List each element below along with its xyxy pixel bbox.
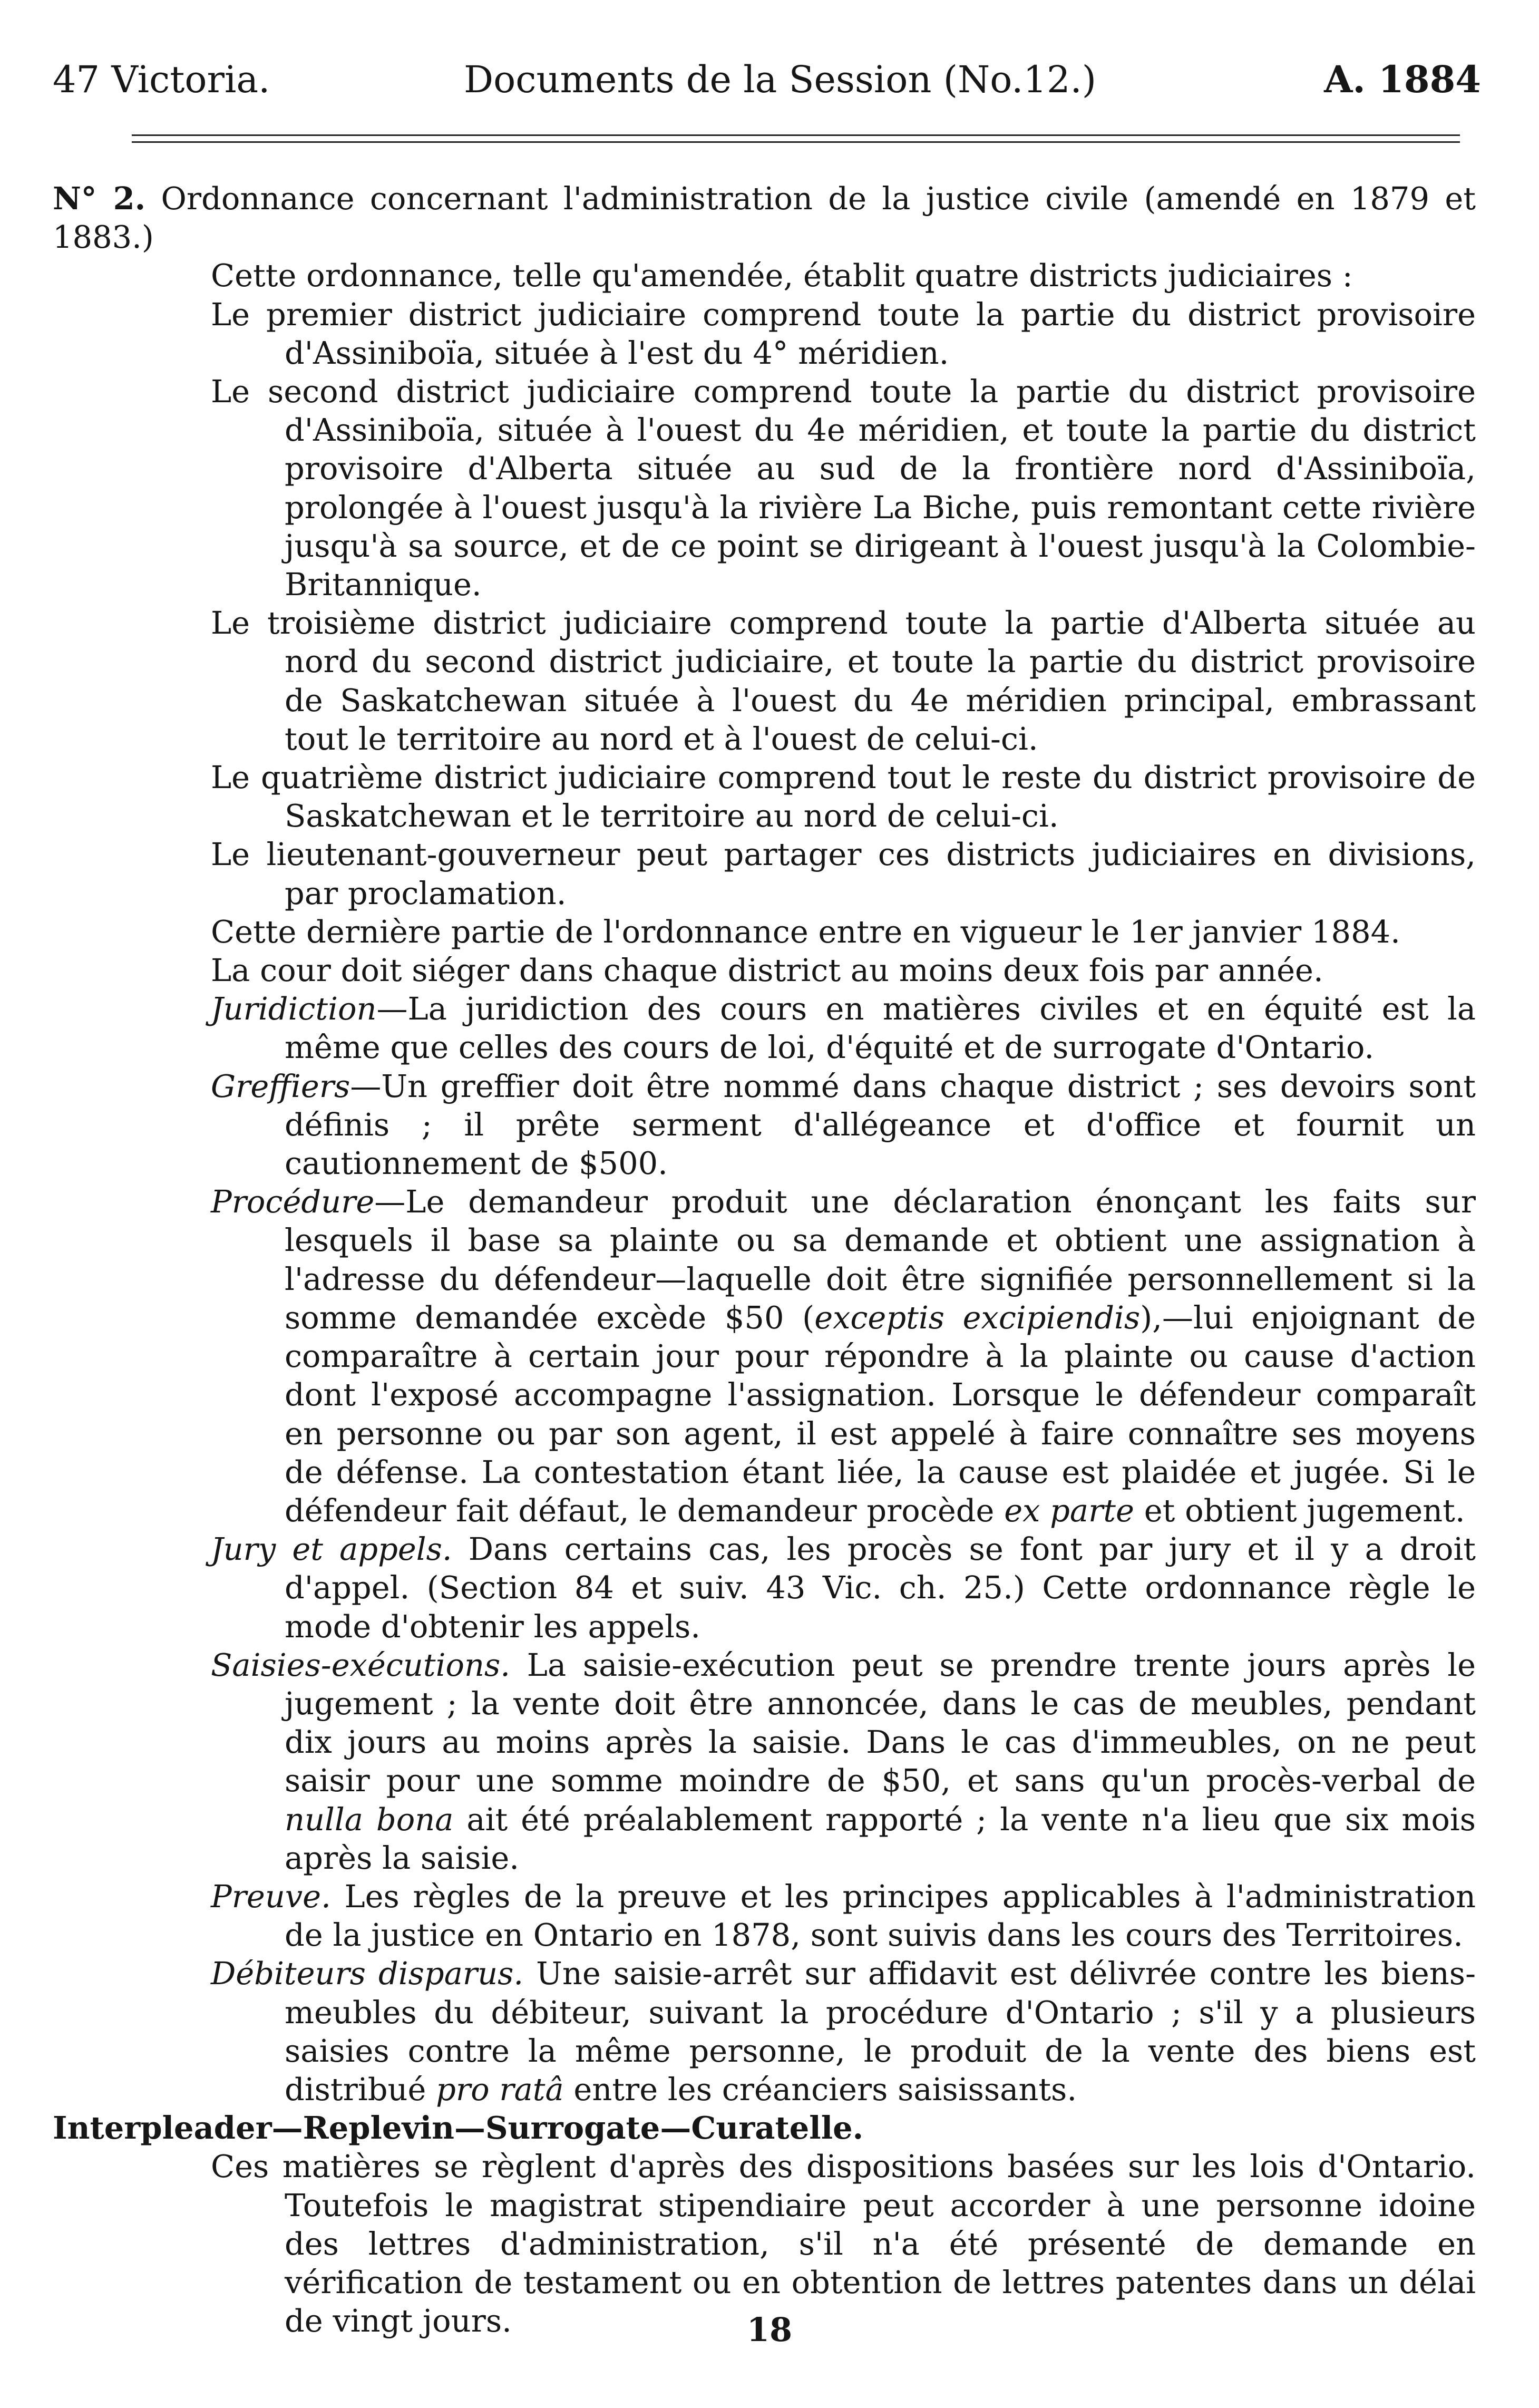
- lieutenant-paragraph: Le lieutenant-gouverneur peut partager ces districts judiciaires en divisions, par proclamation.: [211, 836, 1476, 911]
- greffiers-text: —Un greffier doit être nommé dans chaque district ; ses devoirs sont définis ; il prête serment d'allégeance et d'office et fournit un cautionnement de $500.: [285, 1067, 1476, 1182]
- district-3-paragraph: Le troisième district judiciaire comprend toute la partie d'Alberta située au nord du second district judiciaire, et toute la partie du district provisoire de Saskatchewan située à l'ouest du 4e méridien principal, embrassant tout le territoire au nord et à l'ouest de celui-ci.: [211, 605, 1476, 757]
- juridiction-label: Juridiction: [211, 991, 377, 1027]
- debiteurs-text-a: Une saisie-arrêt sur affidavit est délivrée contre les biens-meubles du débiteur, suivant la procédure d'Ontario ; s'il y a plusieurs saisies contre la même personne, le produit de la vente des biens est distribué: [285, 1955, 1476, 2108]
- document-body: [53, 179, 1476, 2340]
- procedure-text-a: —Le demandeur produit une déclaration énonçant les faits sur lesquels il base sa plainte ou sa demande et obtient une assignation à l'adresse du défendeur—laquelle doit être signifiée personnellement si la somme demandée excède $50 (: [285, 1183, 1476, 1336]
- preuve-label: Preuve.: [211, 1878, 331, 1915]
- procedure-text-c: et obtient jugement.: [1134, 1492, 1465, 1529]
- cour-paragraph: La cour doit siéger dans chaque district au moins deux fois par année.: [211, 952, 1323, 989]
- ordinance-number: N° 2.: [53, 180, 146, 217]
- header-rule-top: [132, 134, 1460, 136]
- ordinance-title: [53, 179, 1476, 256]
- interpleader-paragraph: Ces matières se règlent d'après des dispositions basées sur les lois d'Ontario. Toutefois le magistrat stipendiaire peut accorder à une personne idoine des lettres d'administration, s'il n'a été présenté de demande en vérification de testament ou en obtention de lettres patentes dans un délai de vingt jours.: [211, 2148, 1476, 2339]
- juridiction-text: —La juridiction des cours en matières civiles et en équité est la même que celles des cours de loi, d'équité et de surrogate d'Ontario.: [285, 991, 1476, 1066]
- jury-paragraph: [53, 1530, 1476, 1646]
- header-year: A. 1884: [1324, 57, 1481, 101]
- district-4-paragraph: Le quatrième district judiciaire comprend tout le reste du district provisoire de Saskatchewan et le territoire au nord de celui-ci.: [211, 759, 1476, 834]
- ordinance-title-text: Ordonnance concernant l'administration de la justice civile (amendé en 1879 et 1883.): [53, 180, 1476, 256]
- header-rule-bottom: [132, 141, 1460, 143]
- saisies-label: Saisies-exécutions.: [211, 1646, 511, 1683]
- vigueur-paragraph: Cette dernière partie de l'ordonnance entre en vigueur le 1er janvier 1884.: [211, 913, 1400, 950]
- procedure-paragraph: [53, 1182, 1476, 1530]
- debiteurs-text-b: entre les créanciers saisissants.: [563, 2071, 1077, 2108]
- preuve-paragraph: [53, 1877, 1476, 1954]
- procedure-text-b: ),—lui enjoignant de comparaître à certain jour pour répondre à la plainte ou cause d'action dont l'exposé accompagne l'assignation. Lorsque le défendeur comparaît en personne ou par son agent, il est appelé à faire connaître ses moyens de défense. La contestation étant liée, la cause est plaidée et jugée. Si le défendeur fait défaut, le demandeur procède: [285, 1299, 1476, 1529]
- jury-text: Dans certains cas, les procès se font par jury et il y a droit d'appel. (Section 84 et suiv. 43 Vic. ch. 25.) Cette ordonnance règle le mode d'obtenir les appels.: [285, 1531, 1476, 1645]
- procedure-label: Procédure: [211, 1183, 375, 1220]
- jury-label: Jury et appels.: [211, 1531, 452, 1568]
- greffiers-paragraph: [53, 1067, 1476, 1183]
- preuve-text: Les règles de la preuve et les principes applicables à l'administration de la justice en Ontario en 1878, sont suivis dans les cours des Territoires.: [285, 1878, 1476, 1954]
- district-2-paragraph: Le second district judiciaire comprend toute la partie du district provisoire d'Assiniboïa, située à l'ouest du 4e méridien, et toute la partie du district provisoire d'Alberta située au sud de la frontière nord d'Assiniboïa, prolongée à l'ouest jusqu'à la rivière La Biche, puis remontant cette rivière jusqu'à sa source, et de ce point se dirigeant à l'ouest jusqu'à la Colombie-Britannique.: [211, 373, 1476, 603]
- running-header: [53, 51, 1481, 109]
- district-1-paragraph: Le premier district judiciaire comprend toute la partie du district provisoire d'Assiniboïa, située à l'est du 4° méridien.: [211, 296, 1476, 371]
- page-number: 18: [746, 2310, 793, 2349]
- procedure-italic-b: ex parte: [1004, 1492, 1134, 1529]
- saisies-paragraph: [53, 1646, 1476, 1877]
- saisies-italic: nulla bona: [285, 1801, 454, 1838]
- saisies-text-b: ait été préalablement rapporté ; la vente n'a lieu que six mois après la saisie.: [285, 1801, 1476, 1876]
- greffiers-label: Greffiers: [211, 1067, 350, 1104]
- procedure-italic-a: exceptis excipiendis: [814, 1299, 1141, 1336]
- intro-paragraph: Cette ordonnance, telle qu'amendée, établit quatre districts judiciaires :: [211, 257, 1353, 294]
- header-volume: 47 Victoria.: [53, 58, 270, 101]
- debiteurs-italic: pro ratâ: [436, 2071, 564, 2108]
- juridiction-paragraph: [53, 989, 1476, 1066]
- debiteurs-paragraph: [53, 1954, 1476, 2109]
- debiteurs-label: Débiteurs disparus.: [211, 1955, 524, 1992]
- saisies-text-a: La saisie-exécution peut se prendre trente jours après le jugement ; la vente doit être annoncée, dans le cas de meubles, pendant dix jours au moins après la saisie. Dans le cas d'immeubles, on ne peut saisir pour une somme moindre de $50, et sans qu'un procès-verbal de: [285, 1646, 1476, 1799]
- interpleader-heading: Interpleader—Replevin—Surrogate—Curatelle.: [53, 2110, 864, 2147]
- header-title: Documents de la Session (No.12.): [464, 58, 1097, 101]
